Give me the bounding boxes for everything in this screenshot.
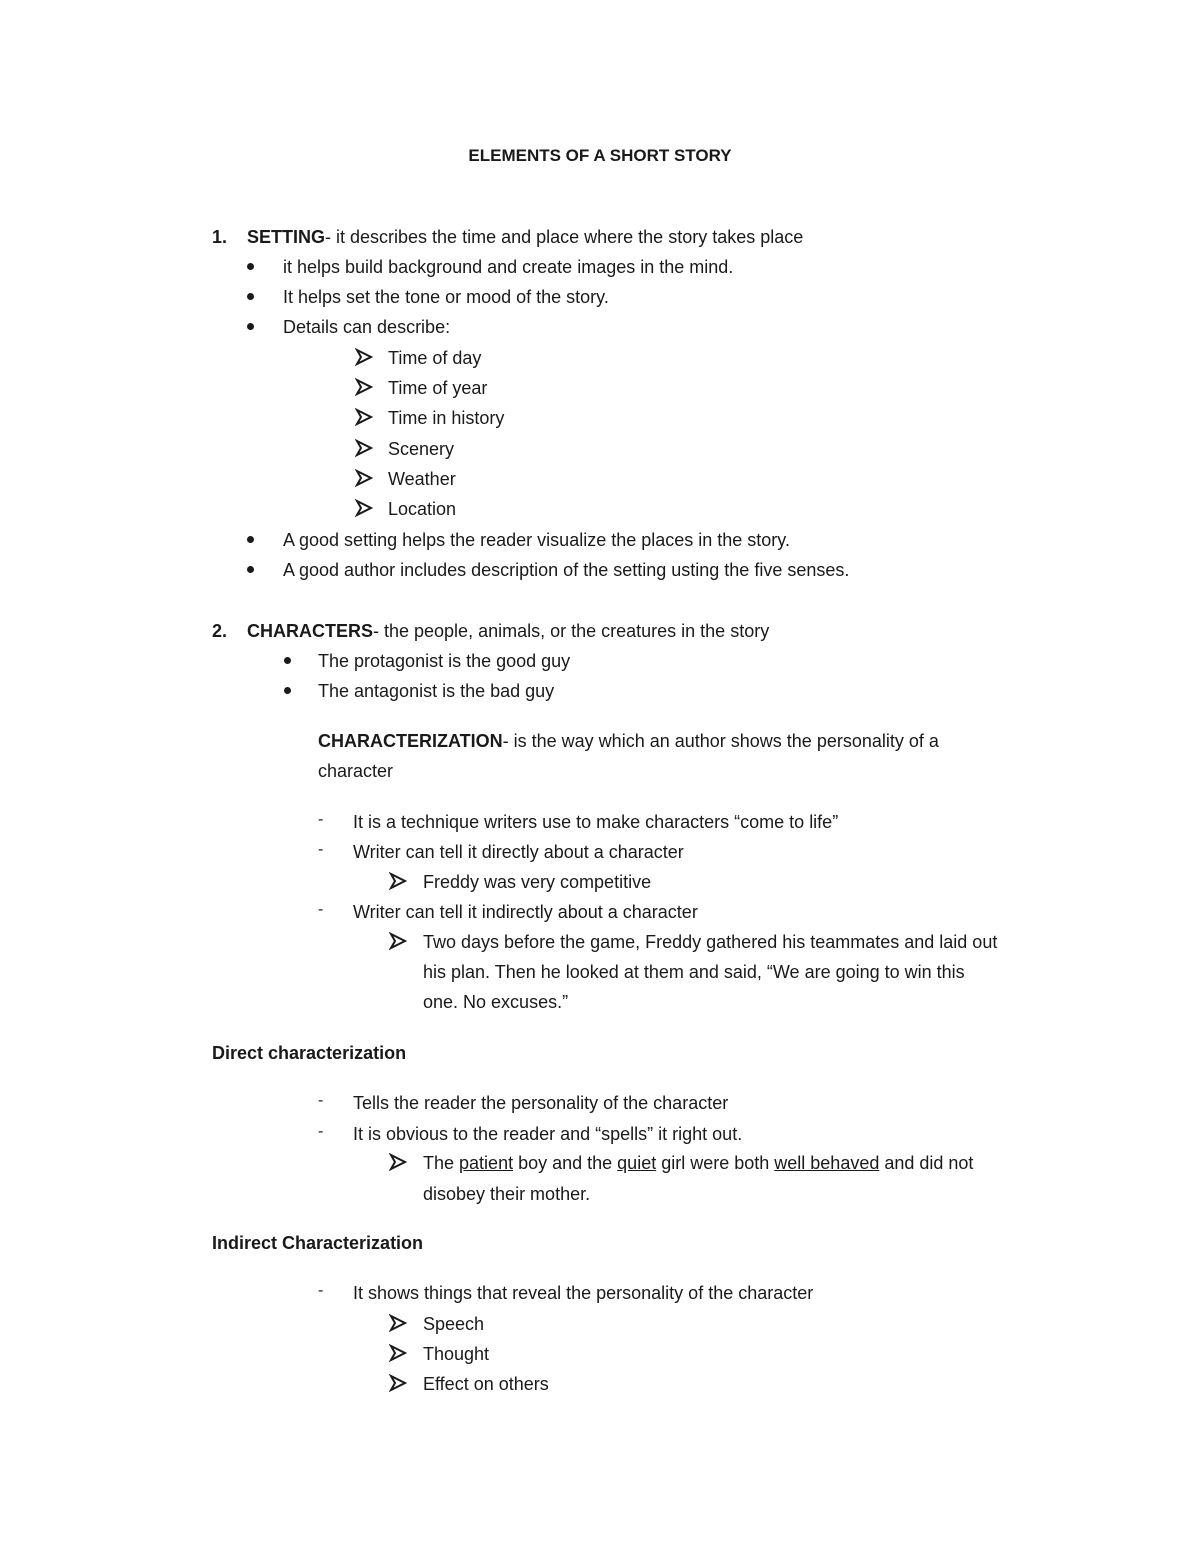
bullet-icon — [284, 657, 291, 664]
section-heading-description: - the people, animals, or the creatures in the story — [373, 621, 770, 641]
dash-bullet-icon: - — [318, 1092, 324, 1109]
bullet-icon — [247, 323, 254, 330]
dash-item: It is a technique writers use to make characters “come to life” — [353, 812, 839, 832]
detail-item: Location — [388, 499, 457, 519]
example-line: one. No excuses.” — [423, 992, 569, 1012]
arrow-bullet-icon — [355, 378, 373, 396]
characterization-heading-line — [318, 730, 939, 752]
arrow-bullet-icon — [389, 872, 407, 890]
bullet-icon — [284, 687, 291, 694]
dash-bullet-icon: - — [318, 811, 324, 828]
arrow-bullet-icon — [389, 1153, 407, 1171]
section-heading-line — [247, 620, 769, 642]
example-line: disobey their mother. — [423, 1184, 591, 1204]
dash-item: Tells the reader the personality of the character — [353, 1093, 729, 1113]
list-item: The antagonist is the bad guy — [318, 681, 555, 701]
list-item: Speech — [423, 1314, 485, 1334]
section-heading: CHARACTERS — [247, 621, 373, 641]
section-number: 2. — [212, 621, 228, 641]
underlined-adjective: patient — [459, 1153, 514, 1173]
bullet-icon — [247, 263, 254, 270]
example-line: Two days before the game, Freddy gathered his teammates and laid out — [423, 932, 998, 952]
list-item: Effect on others — [423, 1374, 549, 1394]
subsection-heading: Direct characterization — [212, 1043, 407, 1063]
list-item: A good setting helps the reader visualize the places in the story. — [283, 530, 790, 550]
arrow-bullet-icon — [355, 439, 373, 457]
detail-item: Time in history — [388, 408, 505, 428]
example-line: his plan. Then he looked at them and said, “We are going to win this — [423, 962, 965, 982]
dash-item: Writer can tell it indirectly about a character — [353, 902, 698, 922]
example-line — [423, 1152, 973, 1174]
section-heading: SETTING — [247, 227, 326, 247]
list-item: It helps set the tone or mood of the story. — [283, 287, 609, 307]
section-number: 1. — [212, 227, 228, 247]
bullet-icon — [247, 536, 254, 543]
arrow-bullet-icon — [389, 1314, 407, 1332]
underlined-adjective: well behaved — [774, 1153, 880, 1173]
example-text: The — [423, 1153, 460, 1173]
subsection-heading: Indirect Characterization — [212, 1233, 424, 1253]
arrow-bullet-icon — [389, 1374, 407, 1392]
list-item: it helps build background and create images in the mind. — [283, 257, 734, 277]
example-text: and did not — [879, 1153, 974, 1173]
dash-item: It is obvious to the reader and “spells” it right out. — [353, 1124, 743, 1144]
section-heading-line — [247, 226, 803, 248]
dash-bullet-icon: - — [318, 1123, 324, 1140]
arrow-bullet-icon — [355, 499, 373, 517]
list-item: Thought — [423, 1344, 490, 1364]
arrow-bullet-icon — [389, 932, 407, 950]
section-heading-description: - it describes the time and place where the story takes place — [325, 227, 804, 247]
dash-bullet-icon: - — [318, 901, 324, 918]
arrow-bullet-icon — [355, 469, 373, 487]
detail-item: Scenery — [388, 439, 455, 459]
arrow-bullet-icon — [389, 1344, 407, 1362]
dash-item: It shows things that reveal the personality of the character — [353, 1283, 814, 1303]
dash-bullet-icon: - — [318, 1282, 324, 1299]
bullet-icon — [247, 293, 254, 300]
characterization-definition: - is the way which an author shows the personality of a — [502, 731, 939, 751]
arrow-bullet-icon — [355, 348, 373, 366]
detail-item: Time of year — [388, 378, 488, 398]
characterization-definition-continued: character — [318, 761, 394, 781]
example-text: boy and the — [513, 1153, 618, 1173]
arrow-bullet-icon — [355, 408, 373, 426]
underlined-adjective: quiet — [617, 1153, 657, 1173]
list-item: A good author includes description of the setting usting the five senses. — [283, 560, 850, 580]
example-item: Freddy was very competitive — [423, 872, 652, 892]
characterization-heading: CHARACTERIZATION — [318, 731, 503, 751]
bullet-icon — [247, 566, 254, 573]
list-item: The protagonist is the good guy — [318, 651, 571, 671]
list-item: Details can describe: — [283, 317, 451, 337]
dash-item: Writer can tell it directly about a character — [353, 842, 684, 862]
example-text: girl were both — [656, 1153, 775, 1173]
document-title: ELEMENTS OF A SHORT STORY — [468, 146, 732, 165]
detail-item: Time of day — [388, 348, 482, 368]
dash-bullet-icon: - — [318, 841, 324, 858]
detail-item: Weather — [388, 469, 456, 489]
